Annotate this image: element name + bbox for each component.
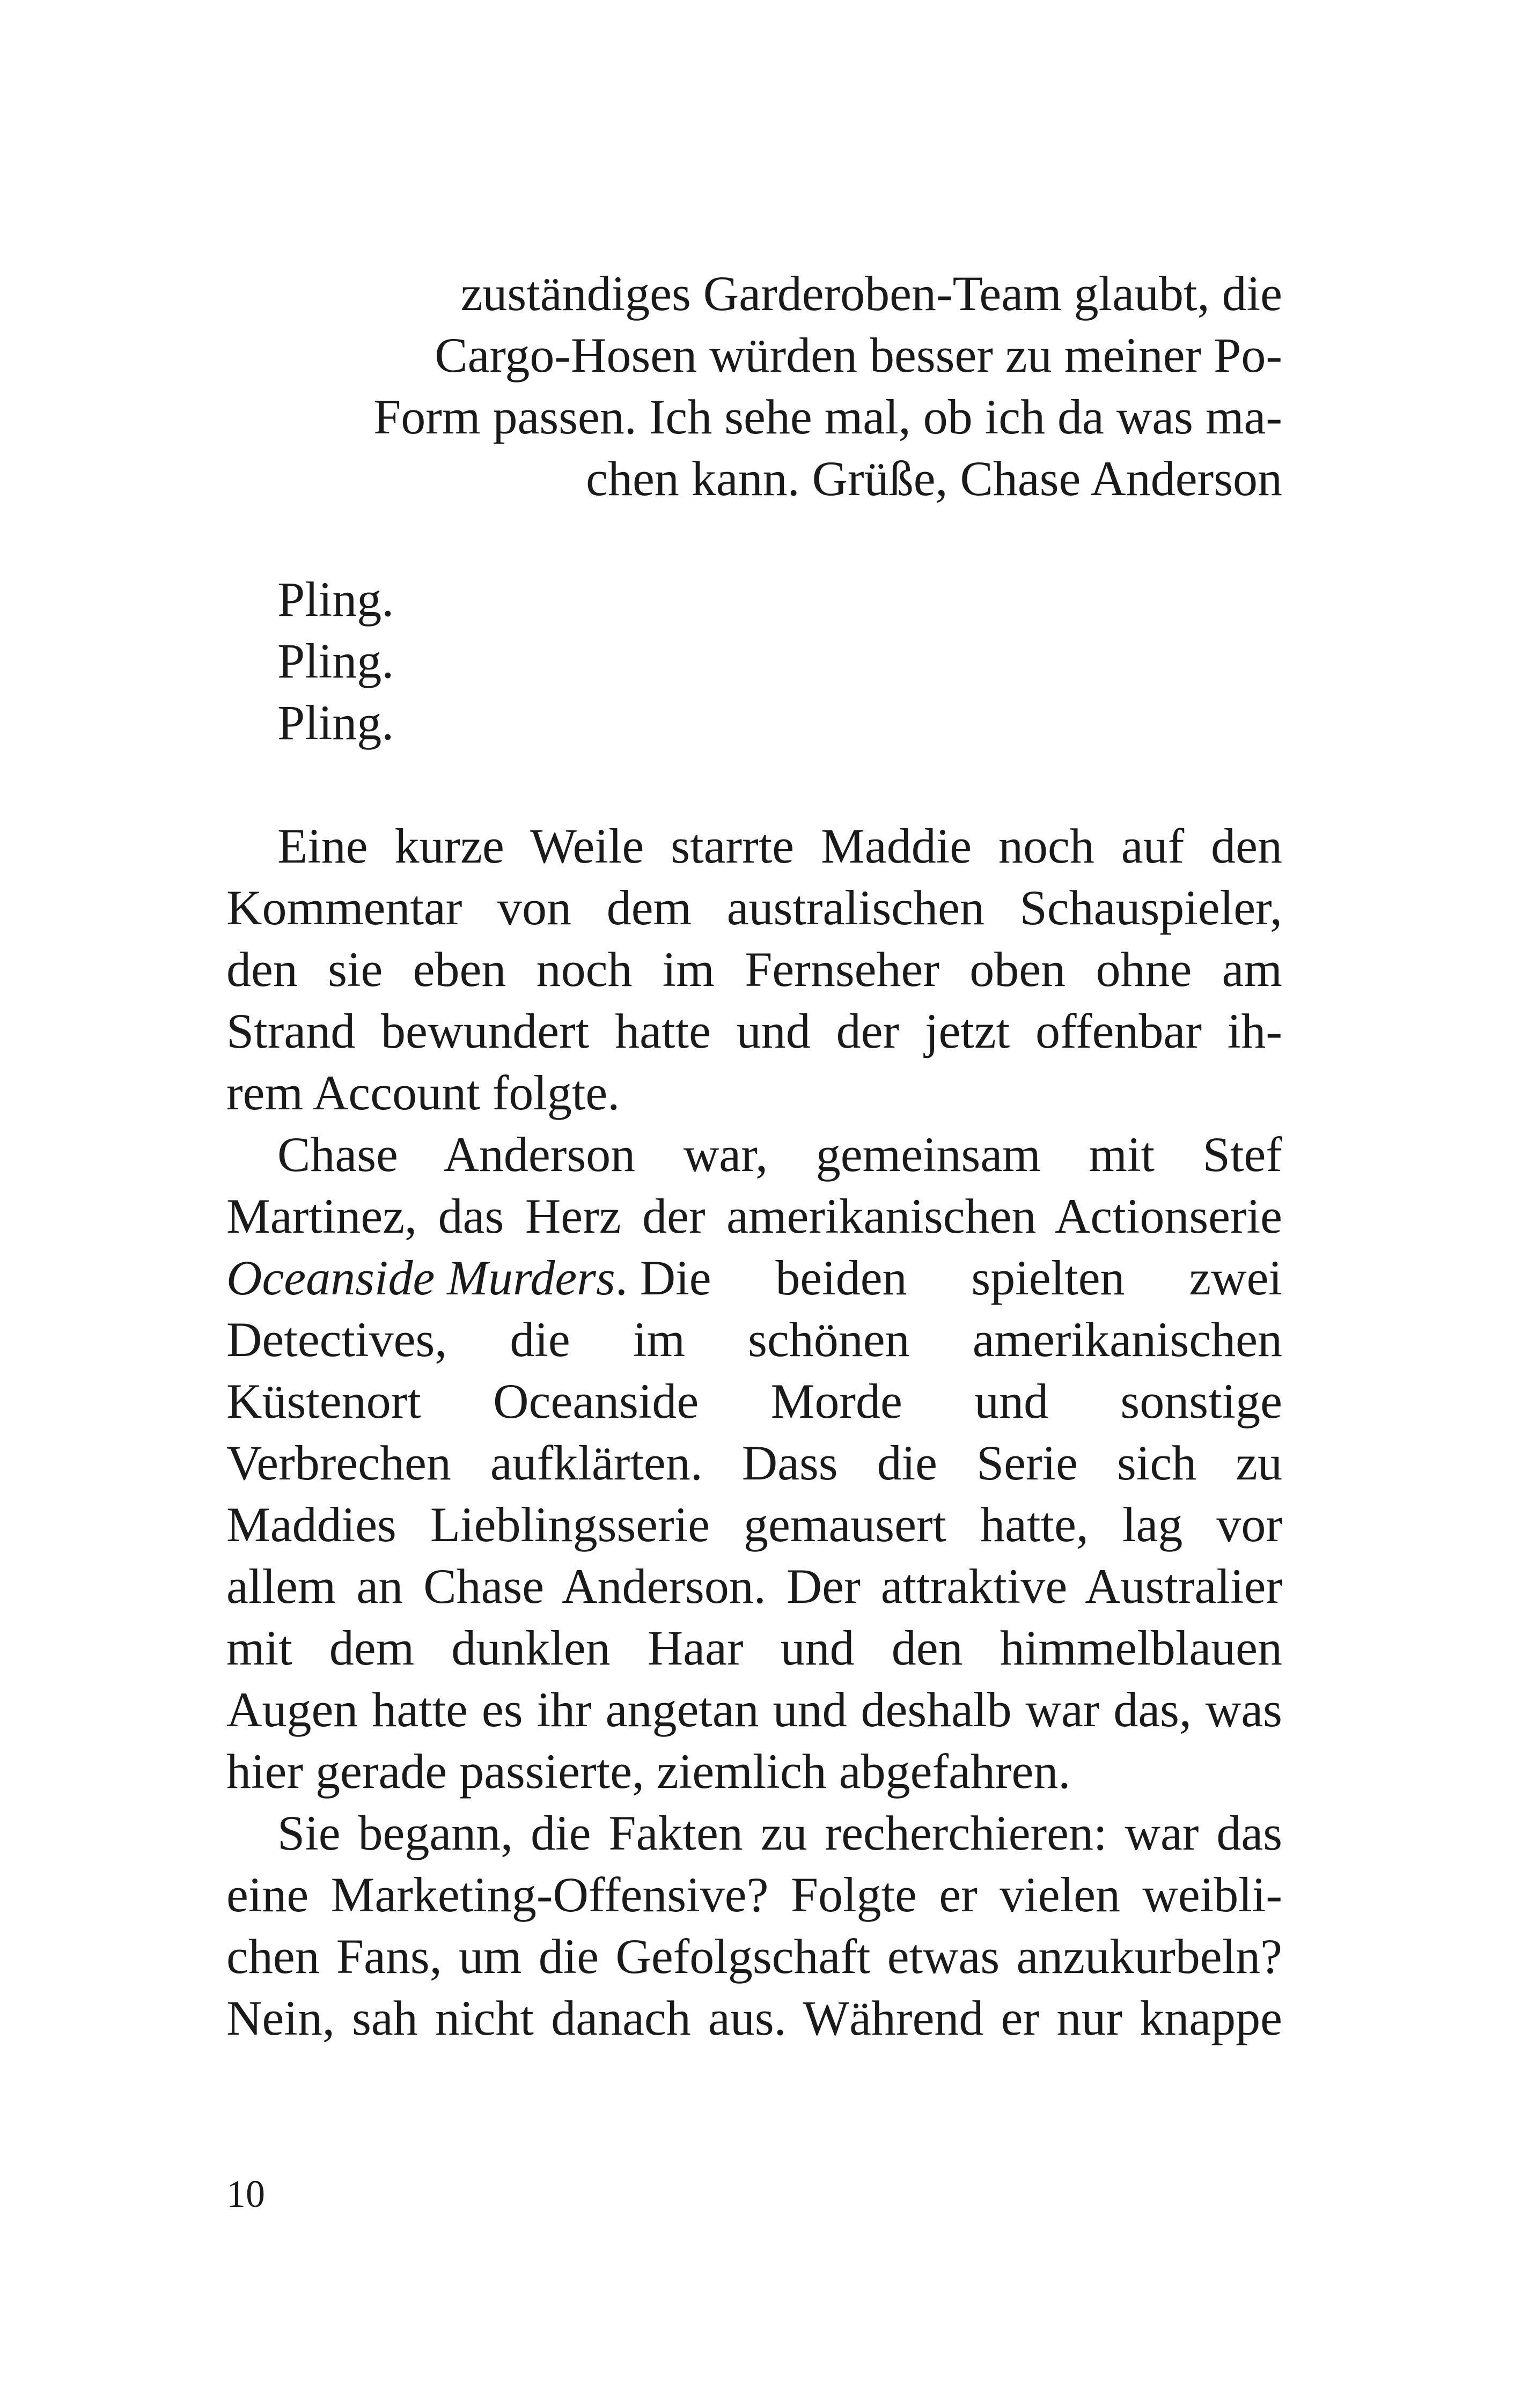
- paragraph-line: hier gerade passierte, ziemlich abgefahren.: [226, 1744, 1071, 1799]
- series-title: Oceanside Murders: [226, 1250, 615, 1305]
- letter-line: zuständiges Garderoben-Team glaubt, die: [460, 266, 1282, 321]
- page-number: 10: [226, 2173, 265, 2215]
- paragraph-line: [226, 1247, 1282, 1309]
- paragraph-line: Detectives, die im schönen amerikanischen: [226, 1312, 1282, 1367]
- paragraph-line: Kommentar von dem australischen Schauspieler,: [226, 880, 1282, 935]
- paragraph-line: eine Marketing-Offensive? Folgte er vielen weibli-: [226, 1867, 1282, 1922]
- title-with-word: [226, 1247, 711, 1309]
- paragraph-line: allem an Chase Anderson. Der attraktive Australier: [226, 1559, 1282, 1614]
- letter-line: Form passen. Ich sehe mal, ob ich da was ma-: [373, 389, 1282, 444]
- paragraph-line: Maddies Lieblingsserie gemausert hatte, lag vor: [226, 1497, 1282, 1552]
- letter-line: chen kann. Grüße, Chase Anderson: [586, 451, 1282, 506]
- letter-line: Cargo-Hosen würden besser zu meiner Po-: [435, 328, 1282, 382]
- pling-line: Pling.: [277, 634, 394, 688]
- paragraph-line: Strand bewundert hatte und der jetzt offenbar ih-: [226, 1004, 1282, 1058]
- paragraph-line: Verbrechen aufklärten. Dass die Serie sich zu: [226, 1435, 1282, 1490]
- paragraph-line: Eine kurze Weile starrte Maddie noch auf den: [277, 819, 1282, 873]
- pling-line: Pling.: [277, 572, 394, 627]
- paragraph-word: beiden: [775, 1250, 907, 1305]
- pling-line: Pling.: [277, 695, 394, 750]
- paragraph-line: den sie eben noch im Fernseher oben ohne am: [226, 942, 1282, 997]
- paragraph-line: chen Fans, um die Gefolgschaft etwas anzukurbeln?: [226, 1929, 1282, 1984]
- paragraph-line: Küstenort Oceanside Morde und sonstige: [226, 1374, 1282, 1428]
- paragraph-line: Sie begann, die Fakten zu recherchieren: war das: [277, 1806, 1282, 1860]
- paragraph-line: mit dem dunklen Haar und den himmelblauen: [226, 1621, 1282, 1675]
- paragraph-word: spielten: [971, 1250, 1125, 1305]
- paragraph-word: zwei: [1189, 1250, 1282, 1305]
- paragraph-line: Nein, sah nicht danach aus. Während er nur knappe: [226, 1991, 1282, 2045]
- paragraph-line: Martinez, das Herz der amerikanischen Actionserie: [226, 1189, 1282, 1243]
- paragraph-line: rem Account folgte.: [226, 1065, 620, 1120]
- paragraph-word: . Die: [615, 1250, 711, 1305]
- paragraph-line: Chase Anderson war, gemeinsam mit Stef: [277, 1127, 1282, 1182]
- paragraph-line: Augen hatte es ihr angetan und deshalb war das, was: [226, 1682, 1282, 1737]
